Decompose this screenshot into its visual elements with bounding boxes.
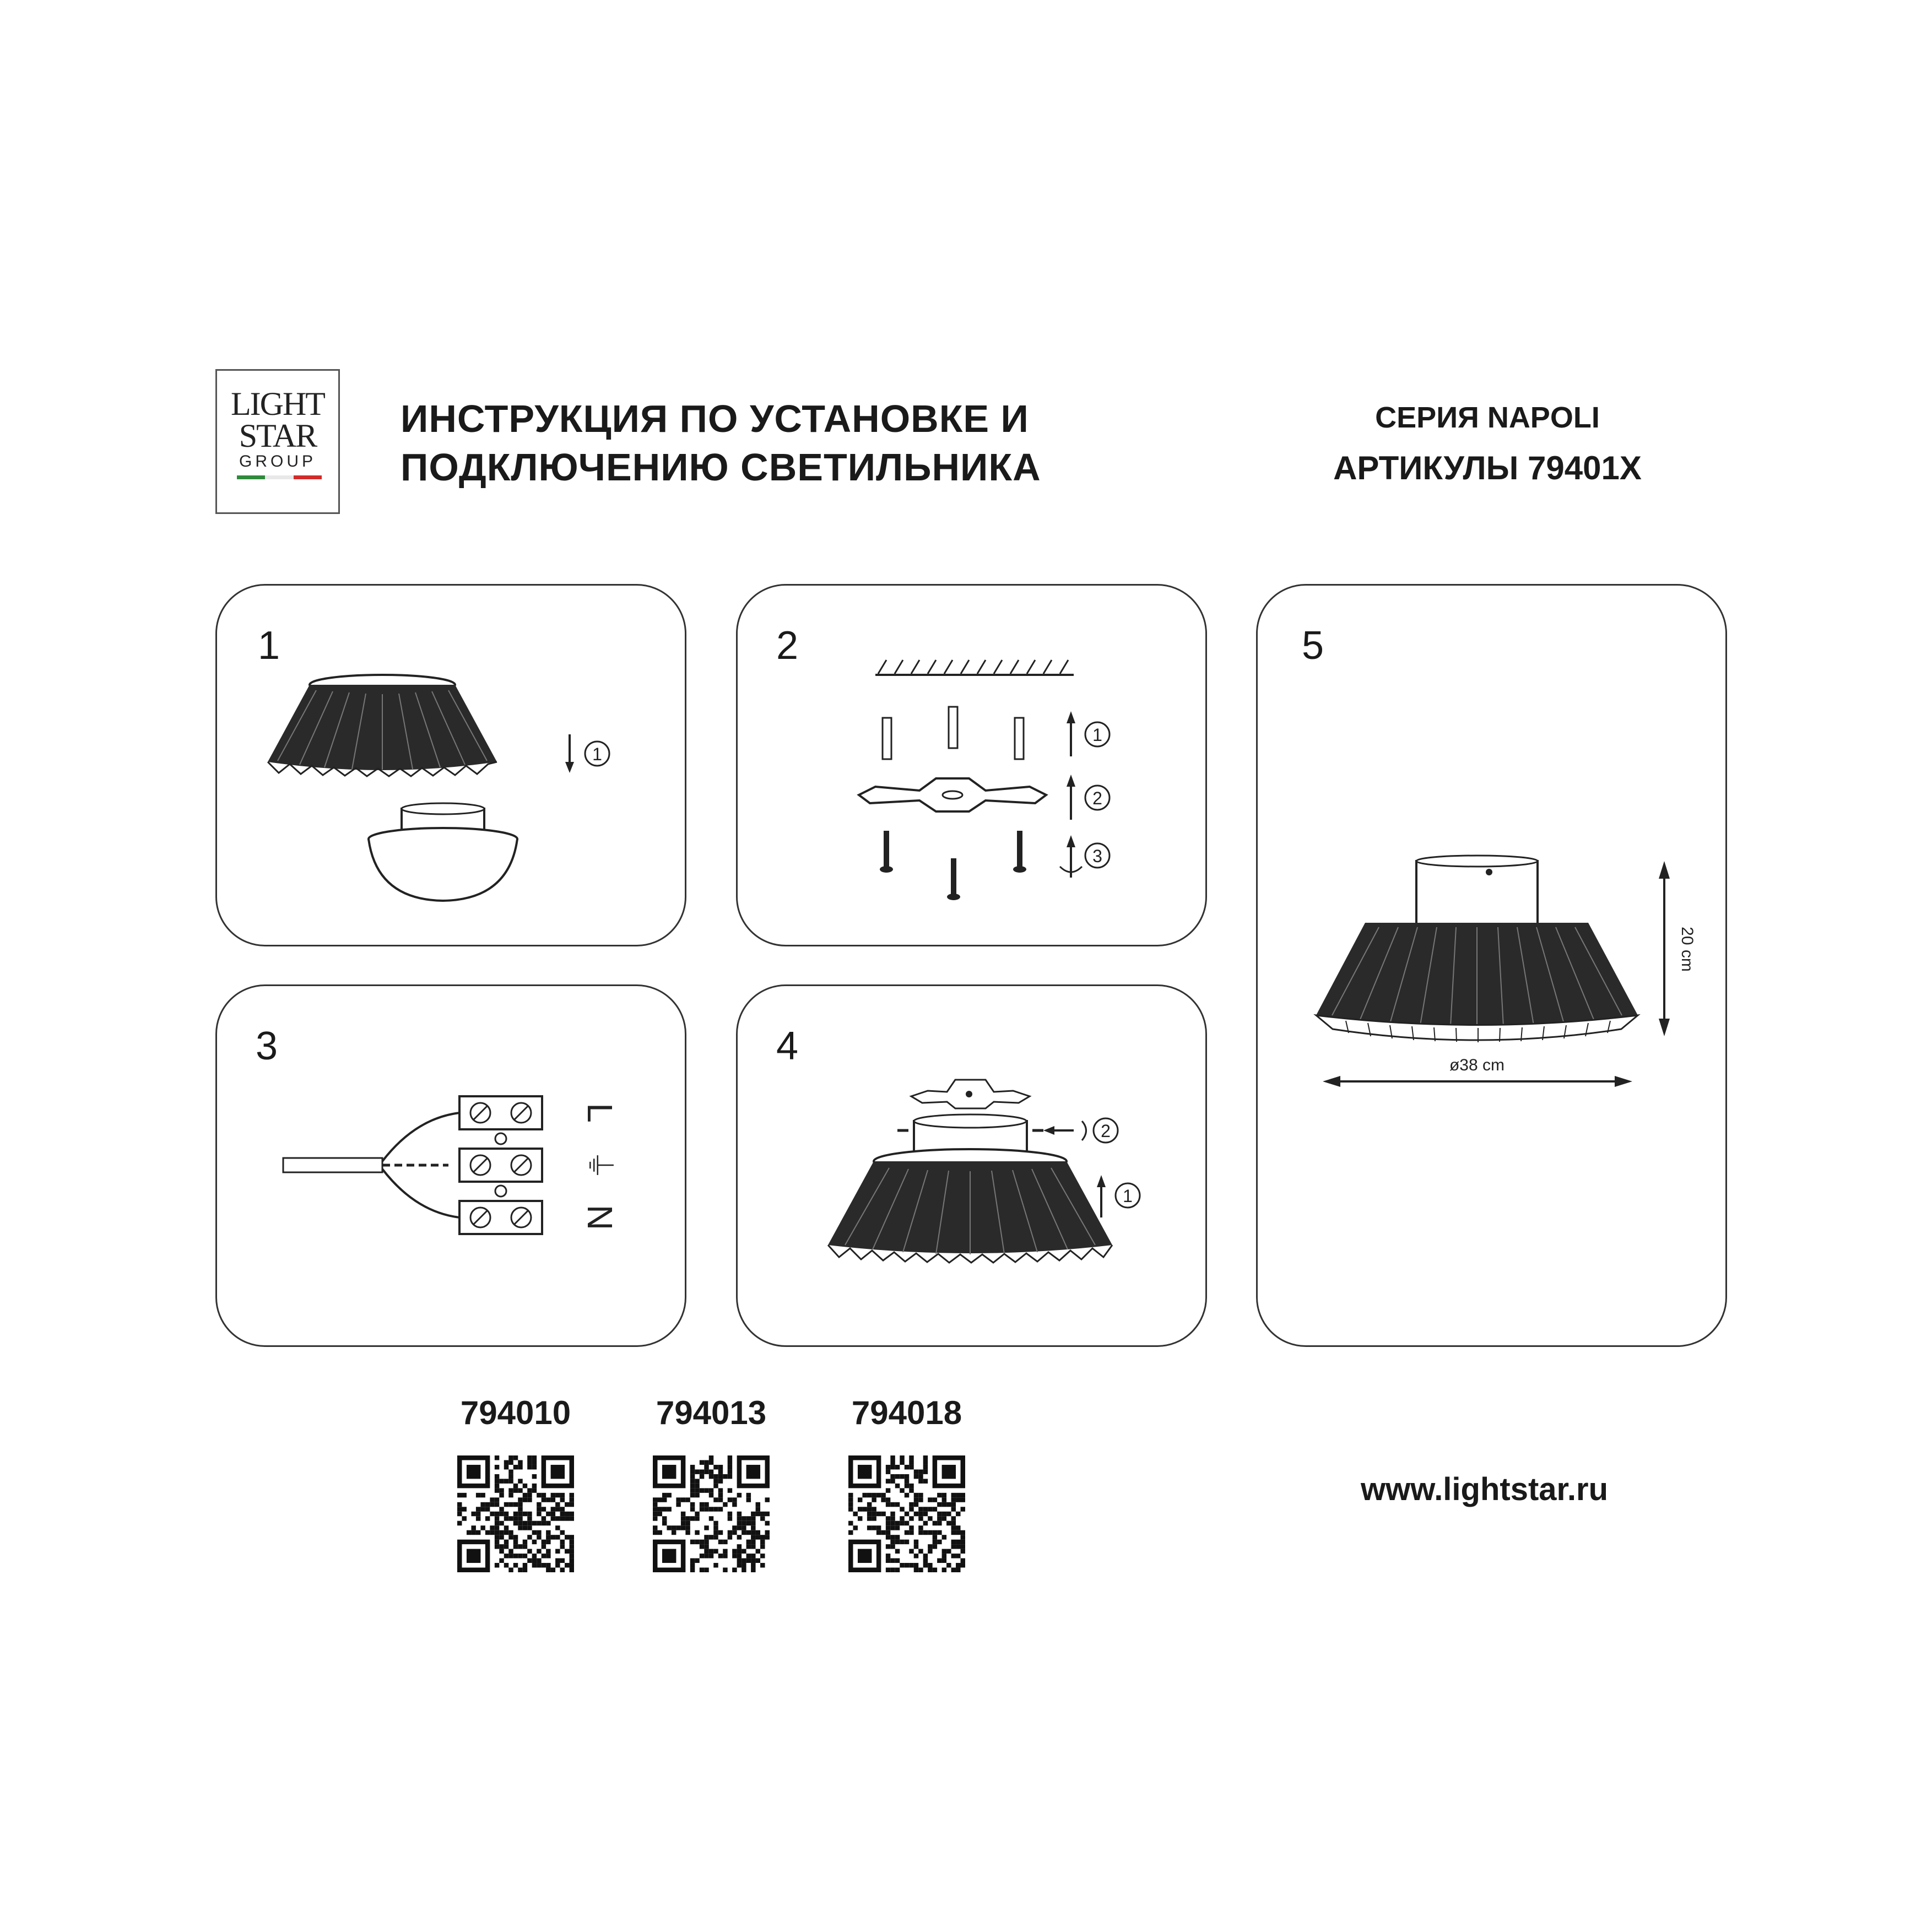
mark-3: 3 [1092,846,1102,866]
mark-2: 2 [1101,1121,1111,1141]
terminal-label-live: L [580,1103,620,1123]
article-code-794018: 794018 [851,1394,962,1431]
height-dimension: 20 cm [1678,927,1696,972]
step-number: 5 [1302,624,1324,668]
step-5-illustration [1258,586,1729,1349]
step-number: 4 [776,1024,799,1068]
italian-flag-stripe [237,475,322,479]
logo-text-light: LIGHT [231,386,324,422]
diameter-dimension: ø38 cm [1449,1056,1505,1074]
series-label: СЕРИЯ NAPOLI [1375,401,1600,434]
logo-text-star: STAR [239,418,317,454]
step-5-panel [1256,584,1727,1347]
page-title-line-1: ИНСТРУКЦИЯ ПО УСТАНОВКЕ И [401,397,1029,440]
brand-logo [215,369,340,514]
step-number: 3 [256,1024,278,1068]
step-1-panel [215,584,686,946]
step-number: 1 [258,624,280,668]
qr-code[interactable] [848,1455,965,1572]
step-3-wiring-diagram [217,986,688,1349]
logo-text-group: GROUP [239,452,316,470]
step-2-panel [736,584,1207,946]
terminal-label-ground: ⏚ [582,1150,618,1181]
page-title-line-2: ПОДКЛЮЧЕНИЮ СВЕТИЛЬНИКА [401,446,1041,489]
step-4-panel [736,984,1207,1347]
mark-1: 1 [1123,1186,1133,1206]
step-3-panel [215,984,686,1347]
article-code-794013: 794013 [656,1394,767,1431]
qr-code[interactable] [457,1455,574,1572]
mark-1: 1 [592,744,602,764]
step-number: 2 [776,624,799,668]
terminal-label-neutral: N [580,1204,620,1231]
qr-code[interactable] [653,1455,770,1572]
step-1-illustration [217,586,688,948]
mark-2: 2 [1092,788,1102,808]
articles-label: АРТИКУЛЫ 79401X [1333,450,1642,486]
step-4-illustration [738,986,1209,1349]
mark-1: 1 [1092,725,1102,745]
article-code-794010: 794010 [460,1394,571,1431]
website-link[interactable]: www.lightstar.ru [1361,1471,1609,1507]
step-2-illustration [738,586,1209,948]
